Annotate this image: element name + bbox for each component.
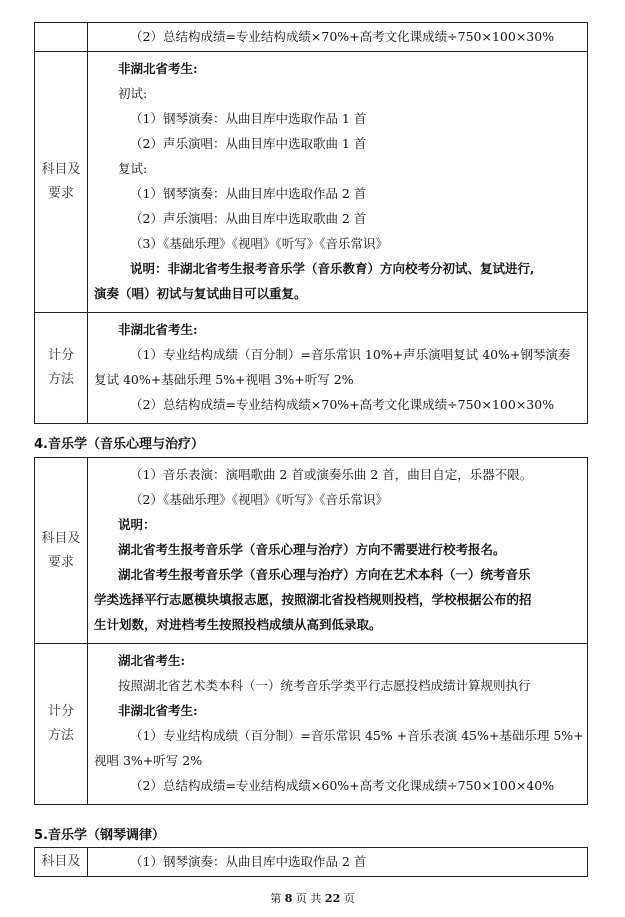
scoring-line: （2）总结构成绩=专业结构成绩×60%+高考文化课成绩÷750×100×40%	[130, 778, 555, 793]
scoring-row	[35, 313, 587, 423]
note-line: 演奏（唱）初试与复试曲目可以重复。	[94, 286, 307, 301]
retest-item: （1）钢琴演奏：从曲目库中选取作品 2 首	[130, 186, 367, 201]
scoring-row	[35, 644, 587, 804]
subjects-content	[88, 458, 587, 643]
page-total: 22	[324, 892, 341, 905]
retest-item: （2）声乐演唱：从曲目库中选取歌曲 2 首	[130, 211, 367, 226]
subjects-row	[35, 848, 587, 876]
note-line: 生计划数，对进档考生按照投档成绩从高到低录取。	[94, 617, 382, 632]
subjects-label: 科目及 要求	[35, 458, 88, 643]
subject-item: （1）钢琴演奏：从曲目库中选取作品 2 首	[130, 854, 367, 869]
note-line: 学类选择平行志愿模块填报志愿，按照湖北省投档规则投档，学校根据公布的招	[94, 592, 532, 607]
subjects-row	[35, 458, 587, 644]
scoring-label: 计分 方法	[35, 644, 88, 804]
prelim-item: （2）声乐演唱：从曲目库中选取歌曲 1 首	[130, 136, 367, 151]
prelim-label: 初试:	[118, 86, 148, 101]
scoring-content	[88, 644, 590, 804]
subjects-label: 科目及	[35, 848, 88, 876]
scoring-line: （1）专业结构成绩（百分制）=音乐常识 10%+声乐演唱复试 40%+钢琴演奏	[130, 347, 571, 362]
page-number: 8	[284, 892, 293, 905]
hubei-heading: 湖北省考生:	[118, 653, 186, 668]
non-hubei-heading: 非湖北省考生:	[118, 703, 198, 718]
scoring-line: 视唱 3%+听写 2%	[94, 753, 203, 768]
subjects-content	[88, 52, 587, 312]
retest-label: 复试:	[118, 161, 148, 176]
subjects-label: 科目及 要求	[35, 52, 88, 312]
note-line: 湖北省考生报考音乐学（音乐心理与治疗）方向在艺术本科（一）统考音乐	[118, 567, 531, 582]
total-score-formula: （2）总结构成绩=专业结构成绩×70%+高考文化课成绩÷750×100×30%	[130, 29, 555, 44]
scoring-content	[88, 313, 587, 423]
retest-item: （3）《基础乐理》《视唱》《听写》《音乐常识》	[130, 236, 388, 251]
non-hubei-heading: 非湖北省考生:	[118, 322, 198, 337]
page-footer: 第 8 页 共 22 页	[270, 892, 355, 905]
subject-item: （2）《基础乐理》《视唱》《听写》《音乐常识》	[130, 492, 388, 507]
total-score-row	[35, 23, 587, 52]
table-music-education	[34, 22, 588, 424]
hubei-rule: 按照湖北省艺术类本科（一）统考音乐学类平行志愿投档成绩计算规则执行	[118, 678, 531, 693]
subjects-row	[35, 52, 587, 313]
section-4-title: 4.音乐学（音乐心理与治疗）	[34, 437, 204, 452]
note-line: 说明：非湖北省考生报考音乐学（音乐教育）方向校考分初试、复试进行,	[130, 261, 535, 276]
subject-item: （1）音乐表演：演唱歌曲 2 首或演奏乐曲 2 首，曲目自定，乐器不限。	[130, 467, 533, 482]
table-piano-tuning	[34, 847, 588, 877]
prelim-item: （1）钢琴演奏：从曲目库中选取作品 1 首	[130, 111, 367, 126]
non-hubei-heading: 非湖北省考生:	[118, 61, 198, 76]
scoring-label: 计分 方法	[35, 313, 88, 423]
note-line: 湖北省考生报考音乐学（音乐心理与治疗）方向不需要进行校考报名。	[118, 542, 506, 557]
note-label: 说明：	[118, 517, 156, 532]
scoring-line: 复试 40%+基础乐理 5%+视唱 3%+听写 2%	[94, 372, 354, 387]
section-5-title: 5.音乐学（钢琴调律）	[34, 828, 165, 843]
scoring-line: （2）总结构成绩=专业结构成绩×70%+高考文化课成绩÷750×100×30%	[130, 397, 555, 412]
table-music-therapy	[34, 457, 588, 805]
scoring-line: （1）专业结构成绩（百分制）=音乐常识 45% +音乐表演 45%+基础乐理 5%+	[130, 728, 584, 743]
empty-label-cell	[35, 23, 88, 51]
